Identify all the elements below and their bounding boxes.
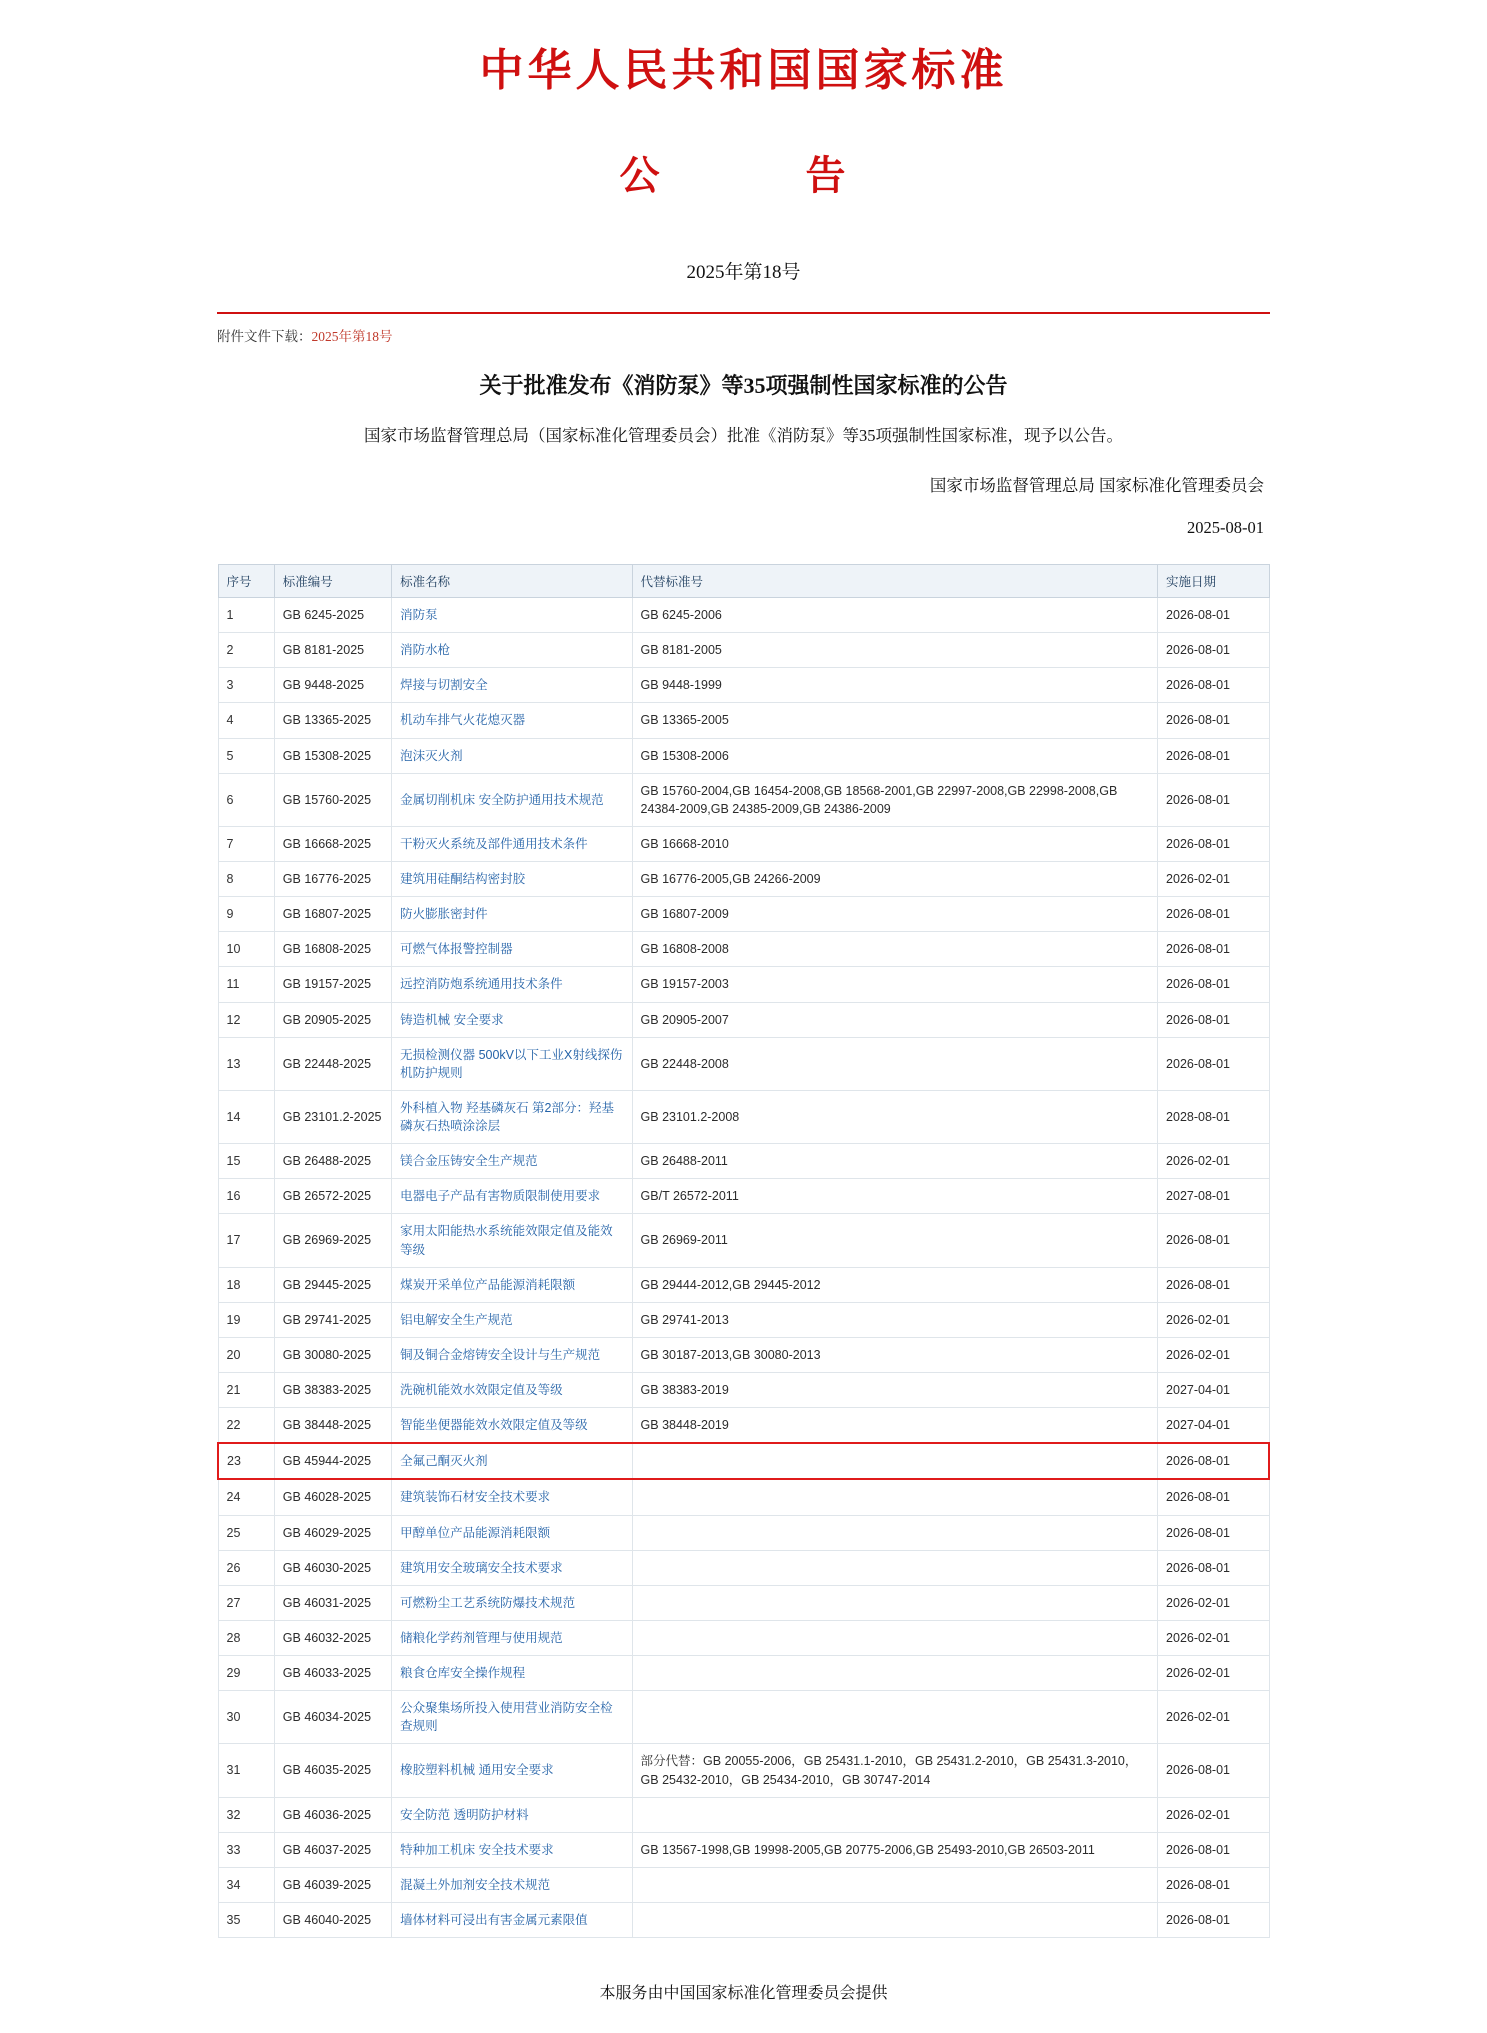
table-row	[218, 1144, 1269, 1179]
table-row	[218, 738, 1269, 773]
cell-standard-code: GB 16668-2025	[274, 826, 391, 861]
cell-index: 25	[218, 1515, 274, 1550]
cell-index: 30	[218, 1691, 274, 1744]
cell-effective-date: 2026-02-01	[1158, 1797, 1269, 1832]
cell-standard-name[interactable]: 智能坐便器能效水效限定值及等级	[392, 1408, 632, 1444]
cell-standard-name[interactable]: 外科植入物 羟基磷灰石 第2部分：羟基磷灰石热喷涂涂层	[392, 1090, 632, 1143]
cell-standard-name[interactable]: 煤炭开采单位产品能源消耗限额	[392, 1267, 632, 1302]
cell-replaced-code: GB 16807-2009	[632, 897, 1158, 932]
cell-replaced-code: GB 8181-2005	[632, 633, 1158, 668]
cell-effective-date: 2026-08-01	[1158, 932, 1269, 967]
cell-index: 35	[218, 1903, 274, 1938]
cell-replaced-code: GB 13365-2005	[632, 703, 1158, 738]
cell-standard-name[interactable]: 焊接与切割安全	[392, 668, 632, 703]
cell-effective-date: 2026-02-01	[1158, 862, 1269, 897]
cell-standard-code: GB 16808-2025	[274, 932, 391, 967]
cell-replaced-code: GB 23101.2-2008	[632, 1090, 1158, 1143]
cell-effective-date: 2026-08-01	[1158, 668, 1269, 703]
cell-index: 29	[218, 1656, 274, 1691]
cell-standard-code: GB 46034-2025	[274, 1691, 391, 1744]
cell-replaced-code: GB 13567-1998,GB 19998-2005,GB 20775-2006,GB 25493-2010,GB 26503-2011	[632, 1832, 1158, 1867]
cell-standard-name[interactable]: 粮食仓库安全操作规程	[392, 1656, 632, 1691]
cell-replaced-code	[632, 1585, 1158, 1620]
cell-replaced-code: GB 16668-2010	[632, 826, 1158, 861]
cell-replaced-code: GB 38383-2019	[632, 1373, 1158, 1408]
table-row	[218, 1515, 1269, 1550]
cell-standard-code: GB 15760-2025	[274, 773, 391, 826]
cell-standard-name[interactable]: 混凝土外加剂安全技术规范	[392, 1867, 632, 1902]
cell-replaced-code: GB/T 26572-2011	[632, 1179, 1158, 1214]
cell-standard-name[interactable]: 可燃粉尘工艺系统防爆技术规范	[392, 1585, 632, 1620]
cell-index: 31	[218, 1744, 274, 1797]
cell-standard-name[interactable]: 机动车排气火花熄灭器	[392, 703, 632, 738]
cell-standard-code: GB 23101.2-2025	[274, 1090, 391, 1143]
standards-table	[217, 564, 1270, 1938]
cell-effective-date: 2026-08-01	[1158, 1002, 1269, 1037]
table-row	[218, 1620, 1269, 1655]
cell-index: 9	[218, 897, 274, 932]
table-row	[218, 967, 1269, 1002]
cell-index: 6	[218, 773, 274, 826]
table-row	[218, 1037, 1269, 1090]
cell-standard-name[interactable]: 干粉灭火系统及部件通用技术条件	[392, 826, 632, 861]
cell-effective-date: 2026-08-01	[1158, 826, 1269, 861]
cell-index: 4	[218, 703, 274, 738]
notice-heading: 关于批准发布《消防泵》等35项强制性国家标准的公告	[479, 373, 1008, 398]
cell-standard-name[interactable]: 远控消防炮系统通用技术条件	[392, 967, 632, 1002]
table-row	[218, 1744, 1269, 1797]
cell-index: 19	[218, 1302, 274, 1337]
cell-replaced-code: GB 15760-2004,GB 16454-2008,GB 18568-2001,GB 22997-2008,GB 22998-2008,GB 24384-2009,GB 24385-2009,GB 24386-2009	[632, 773, 1158, 826]
cell-effective-date: 2026-08-01	[1158, 703, 1269, 738]
cell-standard-code: GB 29445-2025	[274, 1267, 391, 1302]
cell-replaced-code: GB 16808-2008	[632, 932, 1158, 967]
cell-standard-code: GB 46037-2025	[274, 1832, 391, 1867]
table-row	[218, 1302, 1269, 1337]
table-row	[218, 1214, 1269, 1267]
cell-replaced-code: GB 22448-2008	[632, 1037, 1158, 1090]
document-subtitle: 公 告	[619, 153, 868, 198]
cell-replaced-code	[632, 1656, 1158, 1691]
cell-effective-date: 2026-08-01	[1158, 1867, 1269, 1902]
table-header-row	[218, 565, 1269, 598]
cell-standard-code: GB 46035-2025	[274, 1744, 391, 1797]
column-header-standard-code: 标准编号	[274, 565, 391, 598]
cell-standard-name[interactable]: 防火膨胀密封件	[392, 897, 632, 932]
cell-index: 3	[218, 668, 274, 703]
page-title: 中华人民共和国国家标准	[479, 46, 1008, 95]
cell-effective-date: 2026-08-01	[1158, 1214, 1269, 1267]
table-row	[218, 1267, 1269, 1302]
cell-effective-date: 2026-08-01	[1158, 773, 1269, 826]
cell-standard-name[interactable]: 甲醇单位产品能源消耗限额	[392, 1515, 632, 1550]
cell-standard-name[interactable]: 特种加工机床 安全技术要求	[392, 1832, 632, 1867]
cell-index: 24	[218, 1479, 274, 1515]
cell-standard-name[interactable]: 消防水枪	[392, 633, 632, 668]
cell-standard-code: GB 6245-2025	[274, 598, 391, 633]
cell-replaced-code	[632, 1550, 1158, 1585]
cell-replaced-code: GB 26488-2011	[632, 1144, 1158, 1179]
cell-effective-date: 2026-02-01	[1158, 1337, 1269, 1372]
table-row	[218, 1479, 1269, 1515]
cell-standard-code: GB 22448-2025	[274, 1037, 391, 1090]
cell-index: 27	[218, 1585, 274, 1620]
table-row	[218, 1002, 1269, 1037]
cell-effective-date: 2026-08-01	[1158, 633, 1269, 668]
table-row	[218, 703, 1269, 738]
cell-standard-name[interactable]: 金属切削机床 安全防护通用技术规范	[392, 773, 632, 826]
cell-standard-code: GB 8181-2025	[274, 633, 391, 668]
attachment-label: 附件文件下载：	[217, 329, 312, 344]
cell-replaced-code: GB 6245-2006	[632, 598, 1158, 633]
cell-index: 7	[218, 826, 274, 861]
cell-standard-code: GB 13365-2025	[274, 703, 391, 738]
issuing-authority: 国家市场监督管理总局 国家标准化管理委员会	[929, 476, 1264, 495]
cell-effective-date: 2028-08-01	[1158, 1090, 1269, 1143]
cell-index: 14	[218, 1090, 274, 1143]
cell-standard-code: GB 26488-2025	[274, 1144, 391, 1179]
table-row	[218, 1867, 1269, 1902]
cell-index: 10	[218, 932, 274, 967]
cell-index: 11	[218, 967, 274, 1002]
attachment-line	[217, 325, 1270, 345]
cell-standard-name[interactable]: 铝电解安全生产规范	[392, 1302, 632, 1337]
cell-standard-code: GB 46033-2025	[274, 1656, 391, 1691]
cell-replaced-code: GB 29444-2012,GB 29445-2012	[632, 1267, 1158, 1302]
cell-standard-name[interactable]: 消防泵	[392, 598, 632, 633]
table-row	[218, 1691, 1269, 1744]
cell-replaced-code: GB 19157-2003	[632, 967, 1158, 1002]
cell-effective-date: 2026-08-01	[1158, 1443, 1269, 1479]
cell-effective-date: 2027-04-01	[1158, 1408, 1269, 1444]
cell-replaced-code	[632, 1443, 1158, 1479]
table-row	[218, 1550, 1269, 1585]
cell-index: 34	[218, 1867, 274, 1902]
cell-index: 5	[218, 738, 274, 773]
table-row	[218, 1656, 1269, 1691]
cell-standard-code: GB 46040-2025	[274, 1903, 391, 1938]
cell-standard-name[interactable]: 洗碗机能效水效限定值及等级	[392, 1373, 632, 1408]
column-header-standard-name: 标准名称	[392, 565, 632, 598]
cell-effective-date: 2026-08-01	[1158, 1479, 1269, 1515]
cell-index: 23	[218, 1443, 274, 1479]
cell-standard-code: GB 46031-2025	[274, 1585, 391, 1620]
cell-standard-name[interactable]: 橡胶塑料机械 通用安全要求	[392, 1744, 632, 1797]
cell-index: 16	[218, 1179, 274, 1214]
cell-replaced-code: GB 30187-2013,GB 30080-2013	[632, 1337, 1158, 1372]
cell-index: 13	[218, 1037, 274, 1090]
cell-replaced-code: GB 26969-2011	[632, 1214, 1158, 1267]
cell-standard-name[interactable]: 建筑用安全玻璃安全技术要求	[392, 1550, 632, 1585]
table-row	[218, 897, 1269, 932]
cell-index: 1	[218, 598, 274, 633]
cell-index: 26	[218, 1550, 274, 1585]
table-header	[218, 565, 1269, 598]
cell-standard-code: GB 38448-2025	[274, 1408, 391, 1444]
table-row	[218, 1443, 1269, 1479]
cell-replaced-code: GB 9448-1999	[632, 668, 1158, 703]
cell-effective-date: 2026-02-01	[1158, 1656, 1269, 1691]
cell-index: 28	[218, 1620, 274, 1655]
cell-effective-date: 2026-08-01	[1158, 1550, 1269, 1585]
cell-index: 8	[218, 862, 274, 897]
table-row	[218, 862, 1269, 897]
cell-replaced-code: GB 16776-2005,GB 24266-2009	[632, 862, 1158, 897]
table-row	[218, 1337, 1269, 1372]
cell-standard-code: GB 16807-2025	[274, 897, 391, 932]
cell-effective-date: 2026-08-01	[1158, 1267, 1269, 1302]
footer-note: 本服务由中国国家标准化管理委员会提供	[599, 1985, 888, 2003]
cell-index: 17	[218, 1214, 274, 1267]
cell-standard-code: GB 46029-2025	[274, 1515, 391, 1550]
cell-effective-date: 2026-08-01	[1158, 1515, 1269, 1550]
cell-standard-name[interactable]: 无损检测仪器 500kV以下工业X射线探伤机防护规则	[392, 1037, 632, 1090]
cell-standard-code: GB 20905-2025	[274, 1002, 391, 1037]
cell-replaced-code	[632, 1867, 1158, 1902]
document-number: 2025年第18号	[686, 262, 801, 283]
cell-standard-name[interactable]: 建筑装饰石材安全技术要求	[392, 1479, 632, 1515]
cell-effective-date: 2027-08-01	[1158, 1179, 1269, 1214]
cell-standard-code: GB 46028-2025	[274, 1479, 391, 1515]
cell-standard-code: GB 30080-2025	[274, 1337, 391, 1372]
table-row	[218, 1903, 1269, 1938]
cell-standard-code: GB 38383-2025	[274, 1373, 391, 1408]
cell-effective-date: 2026-02-01	[1158, 1691, 1269, 1744]
attachment-download-link[interactable]: 2025年第18号	[311, 329, 393, 344]
cell-replaced-code: GB 38448-2019	[632, 1408, 1158, 1444]
cell-replaced-code: GB 15308-2006	[632, 738, 1158, 773]
cell-standard-name[interactable]: 电器电子产品有害物质限制使用要求	[392, 1179, 632, 1214]
cell-index: 18	[218, 1267, 274, 1302]
cell-replaced-code: GB 20905-2007	[632, 1002, 1158, 1037]
cell-standard-name[interactable]: 全氟己酮灭火剂	[392, 1443, 632, 1479]
cell-replaced-code	[632, 1515, 1158, 1550]
cell-standard-code: GB 19157-2025	[274, 967, 391, 1002]
cell-effective-date: 2027-04-01	[1158, 1373, 1269, 1408]
table-row	[218, 1832, 1269, 1867]
cell-effective-date: 2026-02-01	[1158, 1620, 1269, 1655]
cell-replaced-code: 部分代替：GB 20055-2006，GB 25431.1-2010，GB 25431.2-2010，GB 25431.3-2010，GB 25432-2010，GB 25434-2010，GB 30747-2014	[632, 1744, 1158, 1797]
table-row	[218, 598, 1269, 633]
table-row	[218, 932, 1269, 967]
cell-standard-name[interactable]: 建筑用硅酮结构密封胶	[392, 862, 632, 897]
cell-effective-date: 2026-08-01	[1158, 1744, 1269, 1797]
cell-standard-code: GB 26969-2025	[274, 1214, 391, 1267]
table-row	[218, 668, 1269, 703]
cell-standard-name[interactable]: 公众聚集场所投入使用营业消防安全检查规则	[392, 1691, 632, 1744]
table-row	[218, 773, 1269, 826]
cell-index: 32	[218, 1797, 274, 1832]
column-header-effective-date: 实施日期	[1158, 565, 1269, 598]
table-row	[218, 1797, 1269, 1832]
cell-standard-name[interactable]: 家用太阳能热水系统能效限定值及能效等级	[392, 1214, 632, 1267]
cell-standard-code: GB 46030-2025	[274, 1550, 391, 1585]
cell-replaced-code	[632, 1479, 1158, 1515]
column-header-index: 序号	[218, 565, 274, 598]
cell-standard-code: GB 46032-2025	[274, 1620, 391, 1655]
cell-standard-name[interactable]: 墙体材料可浸出有害金属元素限值	[392, 1903, 632, 1938]
cell-standard-code: GB 9448-2025	[274, 668, 391, 703]
cell-replaced-code	[632, 1797, 1158, 1832]
cell-standard-code: GB 45944-2025	[274, 1443, 391, 1479]
cell-standard-name[interactable]: 镁合金压铸安全生产规范	[392, 1144, 632, 1179]
cell-standard-code: GB 46036-2025	[274, 1797, 391, 1832]
cell-effective-date: 2026-08-01	[1158, 1832, 1269, 1867]
table-body	[218, 598, 1269, 1938]
issue-date: 2025-08-01	[1187, 518, 1264, 537]
cell-index: 22	[218, 1408, 274, 1444]
table-row	[218, 1585, 1269, 1620]
notice-body: 国家市场监督管理总局（国家标准化管理委员会）批准《消防泵》等35项强制性国家标准，现予以公告。	[364, 426, 1123, 445]
cell-standard-name[interactable]: 安全防范 透明防护材料	[392, 1797, 632, 1832]
cell-standard-code: GB 26572-2025	[274, 1179, 391, 1214]
cell-replaced-code	[632, 1691, 1158, 1744]
cell-standard-name[interactable]: 可燃气体报警控制器	[392, 932, 632, 967]
cell-replaced-code: GB 29741-2013	[632, 1302, 1158, 1337]
cell-replaced-code	[632, 1903, 1158, 1938]
table-row	[218, 1408, 1269, 1444]
document-content	[217, 325, 1270, 538]
cell-index: 33	[218, 1832, 274, 1867]
cell-effective-date: 2026-08-01	[1158, 598, 1269, 633]
table-row	[218, 1179, 1269, 1214]
cell-effective-date: 2026-08-01	[1158, 897, 1269, 932]
cell-index: 15	[218, 1144, 274, 1179]
cell-standard-name[interactable]: 铸造机械 安全要求	[392, 1002, 632, 1037]
cell-standard-code: GB 29741-2025	[274, 1302, 391, 1337]
cell-index: 20	[218, 1337, 274, 1372]
cell-standard-name[interactable]: 储粮化学药剂管理与使用规范	[392, 1620, 632, 1655]
cell-standard-name[interactable]: 铜及铜合金熔铸安全设计与生产规范	[392, 1337, 632, 1372]
cell-standard-name[interactable]: 泡沫灭火剂	[392, 738, 632, 773]
cell-effective-date: 2026-08-01	[1158, 738, 1269, 773]
cell-effective-date: 2026-02-01	[1158, 1144, 1269, 1179]
cell-index: 2	[218, 633, 274, 668]
table-row	[218, 1373, 1269, 1408]
cell-standard-code: GB 16776-2025	[274, 862, 391, 897]
cell-effective-date: 2026-08-01	[1158, 967, 1269, 1002]
cell-standard-code: GB 46039-2025	[274, 1867, 391, 1902]
table-row	[218, 633, 1269, 668]
cell-effective-date: 2026-08-01	[1158, 1903, 1269, 1938]
cell-index: 12	[218, 1002, 274, 1037]
table-row	[218, 1090, 1269, 1143]
cell-effective-date: 2026-08-01	[1158, 1037, 1269, 1090]
cell-effective-date: 2026-02-01	[1158, 1585, 1269, 1620]
cell-replaced-code	[632, 1620, 1158, 1655]
cell-effective-date: 2026-02-01	[1158, 1302, 1269, 1337]
red-divider	[217, 312, 1270, 314]
cell-index: 21	[218, 1373, 274, 1408]
cell-standard-code: GB 15308-2025	[274, 738, 391, 773]
column-header-replaced-code: 代替标准号	[632, 565, 1158, 598]
table-row	[218, 826, 1269, 861]
